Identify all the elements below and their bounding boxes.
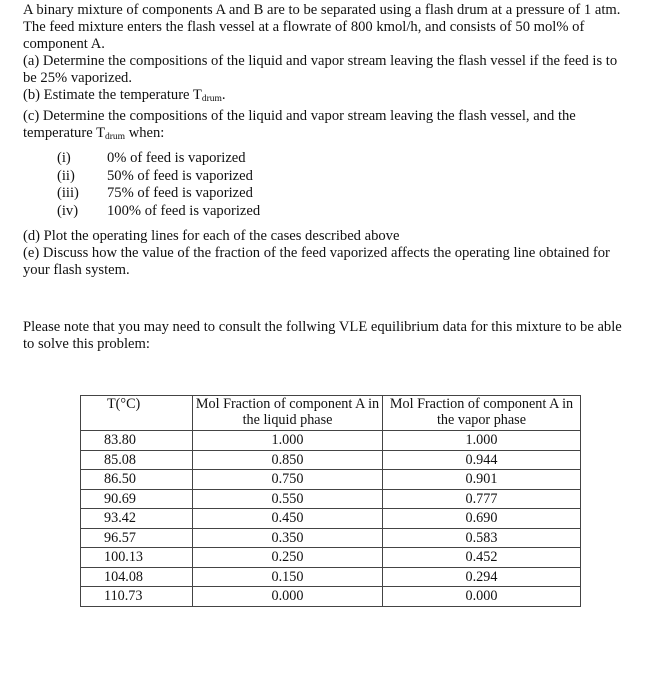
part-c	[23, 108, 623, 146]
case-number: (iii)	[57, 185, 79, 201]
table-header-row	[81, 396, 581, 431]
cell-vapor: 0.777	[383, 489, 581, 509]
cell-liquid: 0.550	[193, 489, 383, 509]
cell-liquid: 0.000	[193, 587, 383, 607]
table-row	[81, 509, 581, 529]
cell-temperature: 96.57	[81, 528, 193, 548]
case-item	[57, 168, 623, 186]
cell-temperature: 90.69	[81, 489, 193, 509]
table-row	[81, 450, 581, 470]
cell-liquid: 0.750	[193, 470, 383, 490]
case-text: 50% of feed is vaporized	[107, 167, 253, 184]
part-b	[23, 87, 623, 108]
case-list	[57, 150, 623, 220]
table-row	[81, 431, 581, 451]
cell-vapor: 0.583	[383, 528, 581, 548]
table-row	[81, 587, 581, 607]
header-liquid-fraction: Mol Fraction of component A in the liquid phase	[193, 396, 383, 431]
case-text: 100% of feed is vaporized	[107, 202, 261, 219]
cell-liquid: 0.850	[193, 450, 383, 470]
cell-liquid: 0.250	[193, 548, 383, 568]
case-number: (i)	[57, 150, 71, 166]
cell-liquid: 0.350	[193, 528, 383, 548]
part-b-subscript: drum	[201, 94, 222, 104]
cell-liquid: 0.450	[193, 509, 383, 529]
cell-vapor: 0.690	[383, 509, 581, 529]
cell-liquid: 0.150	[193, 567, 383, 587]
part-c-subscript: drum	[104, 132, 126, 142]
table-row	[81, 528, 581, 548]
part-d: (d) Plot the operating lines for each of the cases described above	[23, 228, 400, 244]
part-e: (e) Discuss how the value of the fraction of the feed vaporized affects the operating line obtained for your flash system.	[23, 245, 610, 278]
cell-vapor: 0.901	[383, 470, 581, 490]
part-b-text: (b) Estimate the temperature T	[23, 87, 202, 103]
cell-temperature: 110.73	[81, 587, 193, 607]
cell-temperature: 85.08	[81, 450, 193, 470]
case-number: (ii)	[57, 167, 75, 184]
part-c-end: when:	[125, 125, 165, 141]
header-vapor-fraction: Mol Fraction of component A in the vapor phase	[383, 396, 581, 431]
cell-vapor: 0.000	[383, 587, 581, 607]
table-row	[81, 489, 581, 509]
cell-temperature: 83.80	[81, 431, 193, 451]
problem-intro: A binary mixture of components A and B are to be separated using a flash drum at a pressure of 1 atm. The feed mixture enters the flash vessel at a flowrate of 800 kmol/h, and consists of 50 mol% of component A.	[23, 2, 621, 52]
table-row	[81, 548, 581, 568]
table-row	[81, 567, 581, 587]
cell-vapor: 0.452	[383, 548, 581, 568]
case-text: 0% of feed is vaporized	[107, 150, 246, 166]
vle-data-table	[80, 395, 581, 607]
cell-temperature: 93.42	[81, 509, 193, 529]
case-item	[57, 185, 623, 203]
cell-temperature: 86.50	[81, 470, 193, 490]
vle-table-container	[80, 395, 581, 607]
cell-temperature: 104.08	[81, 567, 193, 587]
cell-vapor: 0.294	[383, 567, 581, 587]
cell-vapor: 0.944	[383, 450, 581, 470]
case-item	[57, 150, 623, 168]
header-temperature: T(°C)	[81, 396, 193, 431]
cell-vapor: 1.000	[383, 431, 581, 451]
problem-statement	[23, 2, 623, 353]
cell-temperature: 100.13	[81, 548, 193, 568]
part-a: (a) Determine the compositions of the liquid and vapor stream leaving the flash vessel if the feed is to be 25% vaporized.	[23, 53, 618, 86]
case-number: (iv)	[57, 202, 79, 219]
part-b-end: .	[221, 87, 226, 103]
vle-note: Please note that you may need to consult the follwing VLE equilibrium data for this mixture to be able to solve this problem:	[23, 319, 622, 352]
case-item	[57, 203, 623, 221]
part-c-text: (c) Determine the compositions of the liquid and vapor stream leaving the flash vessel, and the temperature T	[23, 108, 576, 141]
table-row	[81, 470, 581, 490]
cell-liquid: 1.000	[193, 431, 383, 451]
case-text: 75% of feed is vaporized	[107, 185, 253, 201]
